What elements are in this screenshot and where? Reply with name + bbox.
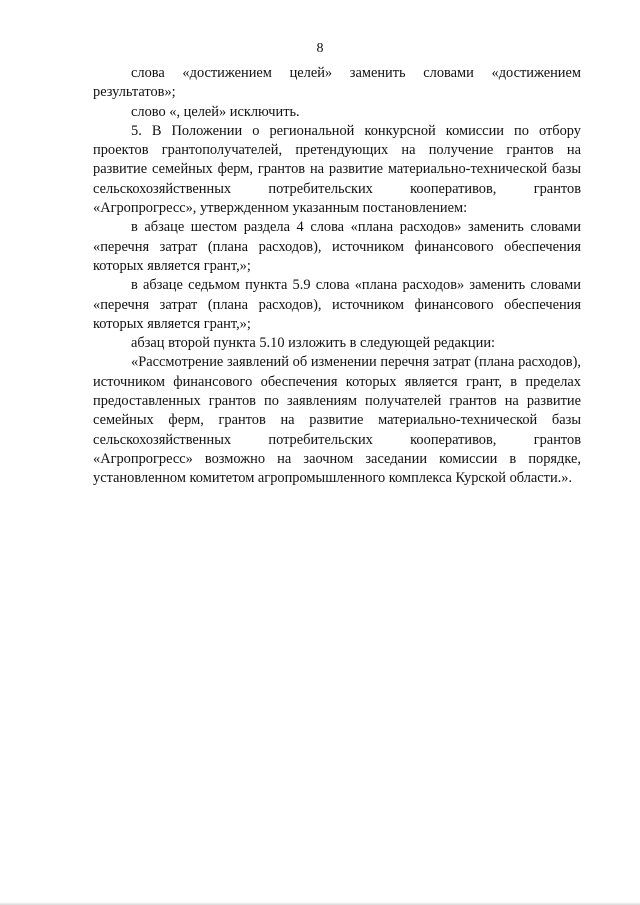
paragraph-item-5: 5. В Положении о региональной конкурсной комиссии по отбору проектов грантополучателей, претендующих на получение грантов на развитие семейных ферм, грантов на развитие материально-технической базы сельскохозяйственных потребительских кооперативов, грантов «Агропрогресс», утвержденном указанным постановлением:	[93, 122, 581, 217]
paragraph-item-5-9-amendment: в абзаце седьмом пункта 5.9 слова «плана расходов» заменить словами «перечня затрат (плана расходов), источником финансового обеспечения которых является грант,»;	[93, 277, 581, 332]
document-body	[93, 64, 581, 489]
paragraph-item-5-10-intro: абзац второй пункта 5.10 изложить в следующей редакции:	[131, 335, 496, 352]
paragraph-exclude-word: слово «, целей» исключить.	[131, 103, 300, 120]
paragraph-replace-words: слова «достижением целей» заменить словами «достижением результатов»;	[93, 65, 581, 101]
paragraph-section-4-amendment: в абзаце шестом раздела 4 слова «плана расходов» заменить словами «перечня затрат (плана расходов), источником финансового обеспечения которых является грант,»;	[93, 219, 581, 274]
page-number: 8	[316, 41, 324, 56]
paragraph-item-5-10-new-text: «Рассмотрение заявлений об изменении перечня затрат (плана расходов), источником финансового обеспечения которых является грант, в пределах предоставленных грантов по заявлениям получателей грантов на развитие семейных ферм, грантов на развитие материально-технической базы сельскохозяйственных потребительских кооперативов, грантов «Агропрогресс» возможно на заочном заседании комиссии в порядке, установленном комитетом агропромышленного комплекса Курской области.».	[93, 354, 581, 487]
